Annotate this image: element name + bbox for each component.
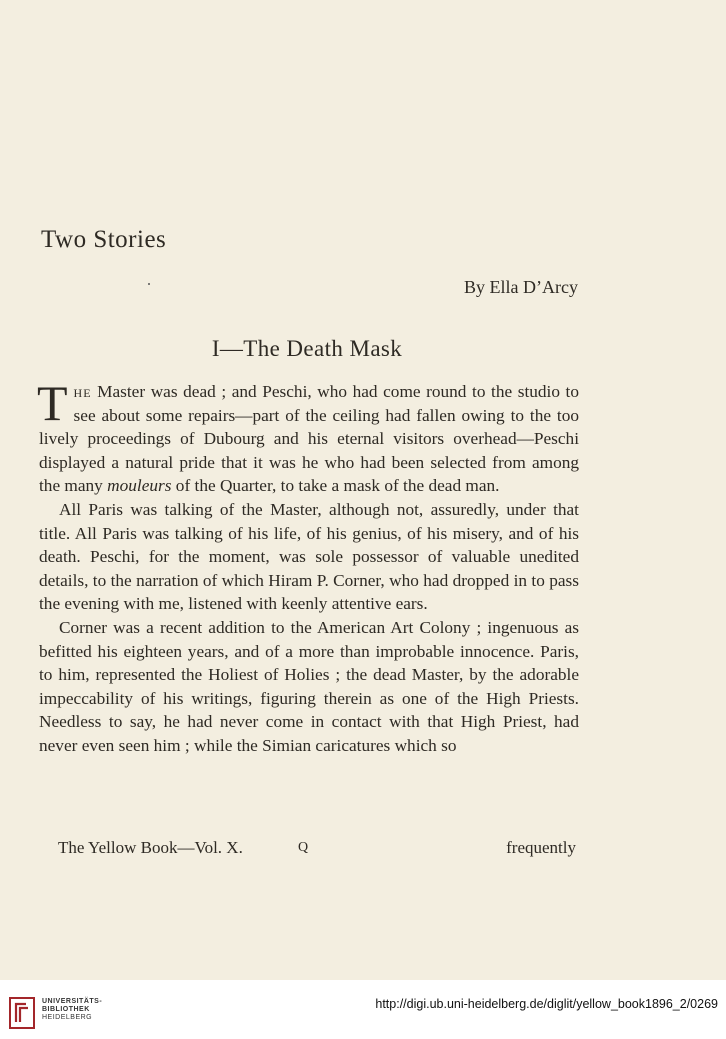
library-logo-icon — [8, 996, 36, 1030]
body-text — [37, 375, 579, 758]
library-name-line2: BIBLIOTHEK — [42, 1006, 90, 1013]
page-footer — [58, 838, 576, 858]
small-caps-word: he — [73, 382, 92, 401]
paragraph-3: Corner was a recent addition to the American Art Colony ; ingenuous as befitted his eighteen years, and of a more than improbable innocence. Paris, to him, represented the Holiest of Holies ; the dead Master, by the adorable impeccability of his writings, figuring therein as one of the High Priests. Needless to say, he had never come in contact with that High Priest, had never even seen him ; while the Simian caricatures which so — [39, 617, 579, 755]
page-url-link[interactable]: http://digi.ub.uni-heidelberg.de/diglit/yellow_book1896_2/0269 — [375, 997, 718, 1011]
paragraph-1 — [37, 375, 579, 498]
signature-mark: Q — [298, 840, 309, 855]
library-name — [42, 998, 102, 1022]
section-title: I—The Death Mask — [211, 336, 403, 361]
catchword: frequently — [506, 838, 576, 857]
paragraph-1-text-a: Master was dead ; and Peschi, who had come round to the studio to see about some repairs—part of the ceiling had fallen owing to the too lively proceedings of Dubourg and his eternal visitors overhead—Peschi displayed a natural pride that it was he who had been selected from among the many — [39, 382, 579, 496]
paragraph-2: All Paris was talking of the Master, although not, assuredly, under that title. All Paris was talking of his life, of his genius, of his misery, and of his death. Peschi, for the moment, was sole possessor of valuable unedited details, to the narration of which Hiram P. Corner, who had dropped in to pass the evening with me, listened with keenly attentive ears. — [39, 499, 579, 614]
italic-word: mouleurs — [107, 476, 172, 496]
footer-volume: The Yellow Book—Vol. X. — [58, 838, 243, 857]
library-name-line3: HEIDELBERG — [42, 1014, 93, 1021]
story-title: Two Stories — [41, 226, 167, 253]
byline: By Ella D’Arcy — [464, 277, 578, 297]
library-name-line1: UNIVERSITÄTS- — [42, 998, 103, 1005]
drop-cap: T — [37, 375, 68, 431]
paragraph-1-text-b: of the Quarter, to take a mask of the dead man. — [171, 476, 500, 496]
